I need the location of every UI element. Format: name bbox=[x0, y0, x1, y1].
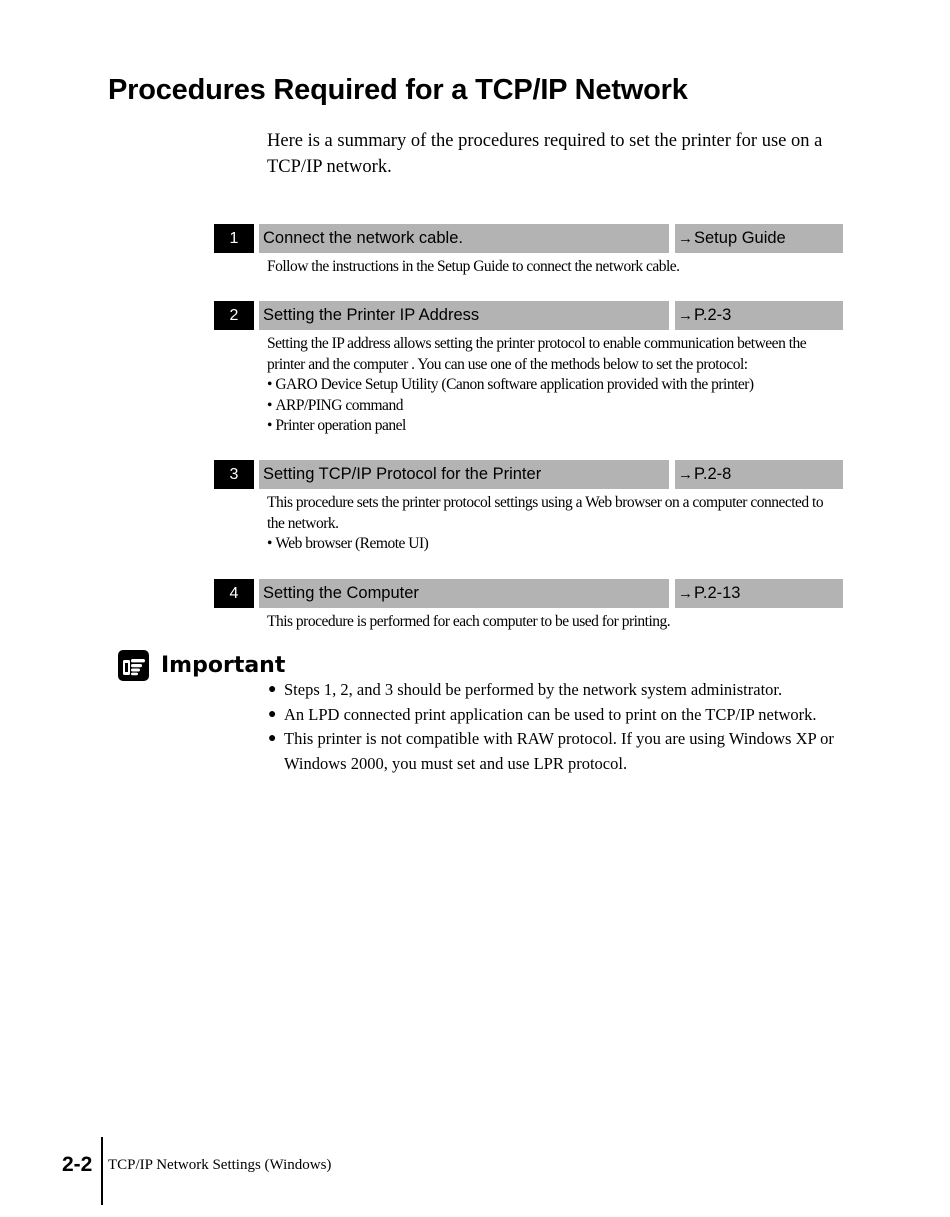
step-number: 1 bbox=[214, 224, 254, 253]
step-header bbox=[214, 224, 844, 253]
list-item: • GARO Device Setup Utility (Canon software application provided with the printer) bbox=[267, 375, 833, 396]
step-number: 2 bbox=[214, 301, 254, 330]
page-title: Procedures Required for a TCP/IP Network bbox=[108, 74, 688, 106]
step-reference-text: P.2-8 bbox=[694, 465, 732, 483]
list-item: ● Steps 1, 2, and 3 should be performed by the network system administrator. bbox=[268, 678, 848, 703]
method-list bbox=[267, 534, 833, 555]
step-header bbox=[214, 579, 844, 608]
step-reference bbox=[675, 301, 843, 330]
list-item: ● An LPD connected print application can be used to print on the TCP/IP network. bbox=[268, 703, 848, 728]
step-reference-text: P.2-13 bbox=[694, 584, 741, 602]
step-title: Setting the Printer IP Address bbox=[259, 301, 669, 330]
step-text: Follow the instructions in the Setup Guide to connect the network cable. bbox=[267, 258, 680, 275]
arrow-right-icon: → bbox=[678, 585, 693, 602]
arrow-right-icon: → bbox=[678, 466, 693, 483]
arrow-right-icon: → bbox=[678, 307, 693, 324]
step-header bbox=[214, 460, 844, 489]
list-item: • ARP/PING command bbox=[267, 396, 833, 417]
step-reference bbox=[675, 579, 843, 608]
step-number: 3 bbox=[214, 460, 254, 489]
footer-divider bbox=[101, 1137, 103, 1205]
step-title: Connect the network cable. bbox=[259, 224, 669, 253]
step-reference bbox=[675, 224, 843, 253]
step-description bbox=[267, 257, 833, 278]
page-number: 2-2 bbox=[62, 1153, 93, 1176]
step-2 bbox=[214, 301, 844, 437]
intro-paragraph: Here is a summary of the procedures required to set the printer for use on a TCP/IP network. bbox=[267, 131, 823, 177]
footer-section-title: TCP/IP Network Settings (Windows) bbox=[108, 1157, 332, 1173]
step-text: This procedure is performed for each computer to be used for printing. bbox=[267, 613, 671, 630]
step-1 bbox=[214, 224, 844, 278]
step-reference-text: P.2-3 bbox=[694, 306, 732, 324]
step-3 bbox=[214, 460, 844, 555]
step-text: This procedure sets the printer protocol settings using a Web browser on a computer connected to the network. bbox=[267, 494, 824, 532]
method-list bbox=[267, 375, 833, 437]
step-description bbox=[267, 334, 833, 437]
list-item: ● This printer is not compatible with RAW protocol. If you are using Windows XP or Windows 2000, you must set and use LPR protocol. bbox=[268, 727, 848, 776]
step-description bbox=[267, 493, 833, 555]
step-header bbox=[214, 301, 844, 330]
step-description bbox=[267, 612, 833, 633]
step-reference-text: Setup Guide bbox=[694, 229, 786, 247]
arrow-right-icon: → bbox=[678, 230, 693, 247]
step-text: Setting the IP address allows setting the printer protocol to enable communication between the printer and the computer . You can use one of the methods below to set the protocol: bbox=[267, 335, 807, 373]
pointing-hand-icon bbox=[118, 650, 149, 681]
list-item: • Web browser (Remote UI) bbox=[267, 534, 833, 555]
step-title: Setting the Computer bbox=[259, 579, 669, 608]
step-4 bbox=[214, 579, 844, 633]
step-reference bbox=[675, 460, 843, 489]
step-number: 4 bbox=[214, 579, 254, 608]
list-item: • Printer operation panel bbox=[267, 416, 833, 437]
important-list bbox=[268, 678, 848, 776]
step-title: Setting TCP/IP Protocol for the Printer bbox=[259, 460, 669, 489]
important-heading bbox=[118, 650, 285, 681]
important-label: Important bbox=[161, 653, 286, 678]
